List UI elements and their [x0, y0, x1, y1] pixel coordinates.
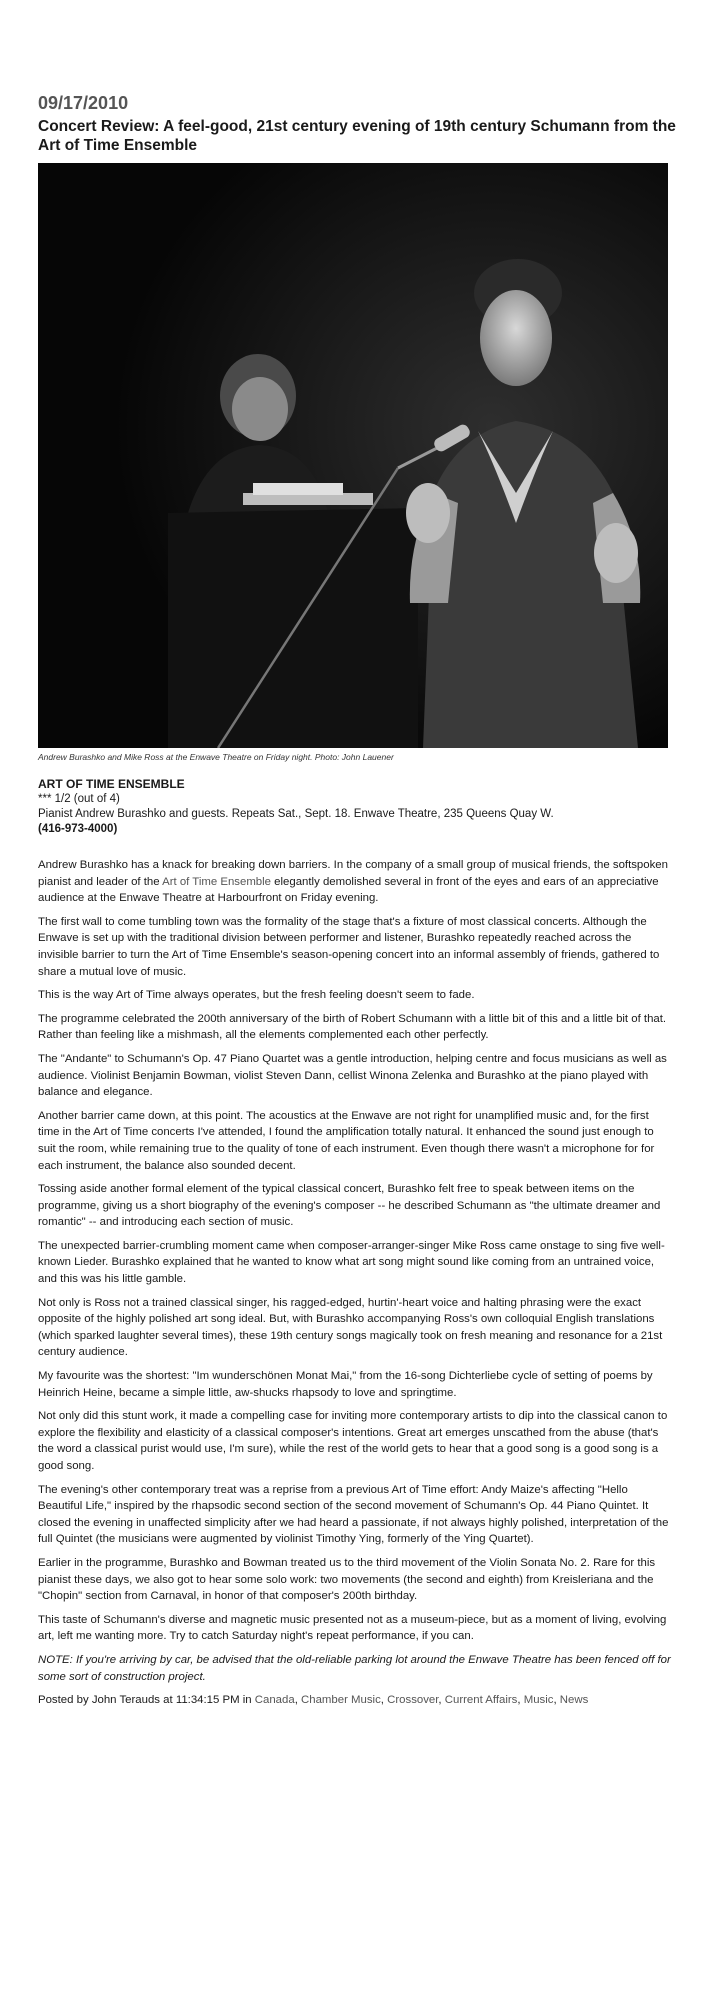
paragraph: Another barrier came down, at this point. The acoustics at the Enwave are not right for unamplified music and, for the first time in the Art of Time concerts I've attended, I found the amplification totally natural. It enhanced the sound just enough to suit the room, while remaining true to the quality of tone of each instrument. Even though there wasn't a microphone for for each instrument, the balance also sounded decent. — [38, 1109, 655, 1172]
posted-by: Posted by John Terauds at 11:34:15 PM in — [38, 1694, 255, 1707]
paragraph-text: elegantly demolished several in front of the eyes and ears of an appreciative audience at the Enwave Theatre at Harbourfront on Friday evening. — [38, 875, 659, 905]
paragraph: The unexpected barrier-crumbling moment came when composer-arranger-singer Mike Ross came onstage to sing five well-known Lieder. Burashko explained that he wanted to know what art song might sound like coming from an untrained voice, and this was his little gamble. — [38, 1239, 665, 1286]
article-body — [38, 857, 672, 1709]
tag-link[interactable]: Canada — [254, 1694, 295, 1707]
photo-caption: Andrew Burashko and Mike Ross at the Enwave Theatre on Friday night. Photo: John Lauener — [38, 752, 394, 762]
tag-link[interactable]: Crossover — [387, 1694, 439, 1707]
paragraph: Not only did this stunt work, it made a compelling case for inviting more contemporary artists to dip into the classical canon to explore the flexibility and elasticity of a classical composer's intentions. Great art emerges unscathed from the abuse (that's the word a classical purist would use, I'm sure), while the rest of the world gets to hear that a good song is a good song is a good song. — [38, 1410, 668, 1472]
paragraph: Earlier in the programme, Burashko and Bowman treated us to the third movement of the Violin Sonata No. 2. Rare for this pianist these days, we also got to hear some solo work: two movements (the second and eighth) from Kreisleriana and the "Chopin" section from Carnaval, in honor of that composer's 200th birthday. — [38, 1556, 656, 1603]
paragraph: Not only is Ross not a trained classical singer, his ragged-edged, hurtin'-heart voice and halting phrasing were the exact opposite of the highly polished art song ideal. But, with Burashko accompanying Ross's own colloquial English translations (which sparked laughter several times), these 19th century songs magically took on fresh meaning and resonance for a 21st century audience. — [38, 1296, 663, 1359]
concert-details: Pianist Andrew Burashko and guests. Repeats Sat., Sept. 18. Enwave Theatre, 235 Queens Quay W. — [38, 808, 554, 820]
tag-link[interactable]: Chamber Music — [301, 1694, 381, 1707]
paragraph: This taste of Schumann's diverse and magnetic music presented not as a museum-piece, but as a moment of living, evolving art, left me wanting more. Try to catch Saturday night's repeat performance, if you can. — [38, 1613, 667, 1643]
post-date: 09/17/2010 — [38, 93, 129, 113]
ensemble-title: ART OF TIME ENSEMBLE — [38, 777, 185, 791]
paragraph: The first wall to come tumbling town was the formality of the stage that's a fixture of most classical concerts. Although the Enwave is set up with the traditional division between performer and listener, Burashko repeatedly reached across the invisible barrier to turn the Art of Time Ensemble's season-opening concert into an informal assembly of friends, gathered to share a mutual love of music. — [38, 915, 660, 978]
tag-link[interactable]: Current Affairs — [444, 1694, 518, 1707]
concert-info — [38, 777, 678, 837]
tag-link[interactable]: Music — [523, 1694, 554, 1707]
concert-photo — [38, 163, 668, 748]
post-headline[interactable]: Concert Review: A feel-good, 21st century evening of 19th century Schumann from the Art of Time Ensemble — [38, 118, 676, 154]
rating: *** 1/2 (out of 4) — [38, 793, 120, 805]
art-of-time-link[interactable]: Art of Time Ensemble — [162, 875, 272, 888]
paragraph: The "Andante" to Schumann's Op. 47 Piano Quartet was a gentle introduction, helping centre and focus musicians as well as audience. Violinist Benjamin Bowman, violist Steven Dann, cellist Winona Zelenka and Burashko at the piano played with balance and elegance. — [38, 1052, 667, 1099]
paragraph: The evening's other contemporary treat was a reprise from a previous Art of Time effort: Andy Maize's affecting "Hello Beautiful Life," inspired by the rhapsodic second section of the second movement of Schumann's Op. 44 Piano Quintet. It closed the evening in unaffected simplicity after we had heard a passionate, if not always highly polished, interpretation of the full Quintet (the musicians were augmented by violinist Timothy Ying, formerly of the Ying Quartet). — [38, 1483, 669, 1546]
paragraph — [38, 857, 672, 907]
parking-note: NOTE: If you're arriving by car, be advised that the old-reliable parking lot around the Enwave Theatre has been fenced off for some sort of construction project. — [38, 1653, 671, 1683]
paragraph: The programme celebrated the 200th anniversary of the birth of Robert Schumann with a little bit of this and a little bit of that. Rather than feeling like a mishmash, all the elements complemented each other perfectly. — [38, 1012, 667, 1042]
paragraph-text: Andrew Burashko has a knack for breaking down barriers. In the company of a small group of musical friends, the softspoken pianist and leader of the — [38, 859, 668, 888]
paragraph: This is the way Art of Time always operates, but the fresh feeling doesn't seem to fade. — [38, 989, 475, 1002]
paragraph: Tossing aside another formal element of the typical classical concert, Burashko felt free to speak between items on the programme, giving us a short biography of the evening's composer -- he described Schumann as "the ultimate dreamer and romantic" -- and introducing each section of music. — [38, 1183, 661, 1229]
box-office-phone: (416-973-4000) — [38, 823, 118, 835]
tag-link[interactable]: News — [559, 1694, 589, 1707]
paragraph: My favourite was the shortest: "Im wunderschönen Monat Mai," from the 16-song Dichterliebe cycle of setting of poems by Heinrich Heine, became a simple little, aw-shucks rhapsody to love and springtime. — [38, 1370, 653, 1399]
post-footer: Posted by John Terauds at 11:34:15 PM in Canada, Chamber Music, Crossover, Current Affairs, Music, News — [38, 1694, 589, 1707]
